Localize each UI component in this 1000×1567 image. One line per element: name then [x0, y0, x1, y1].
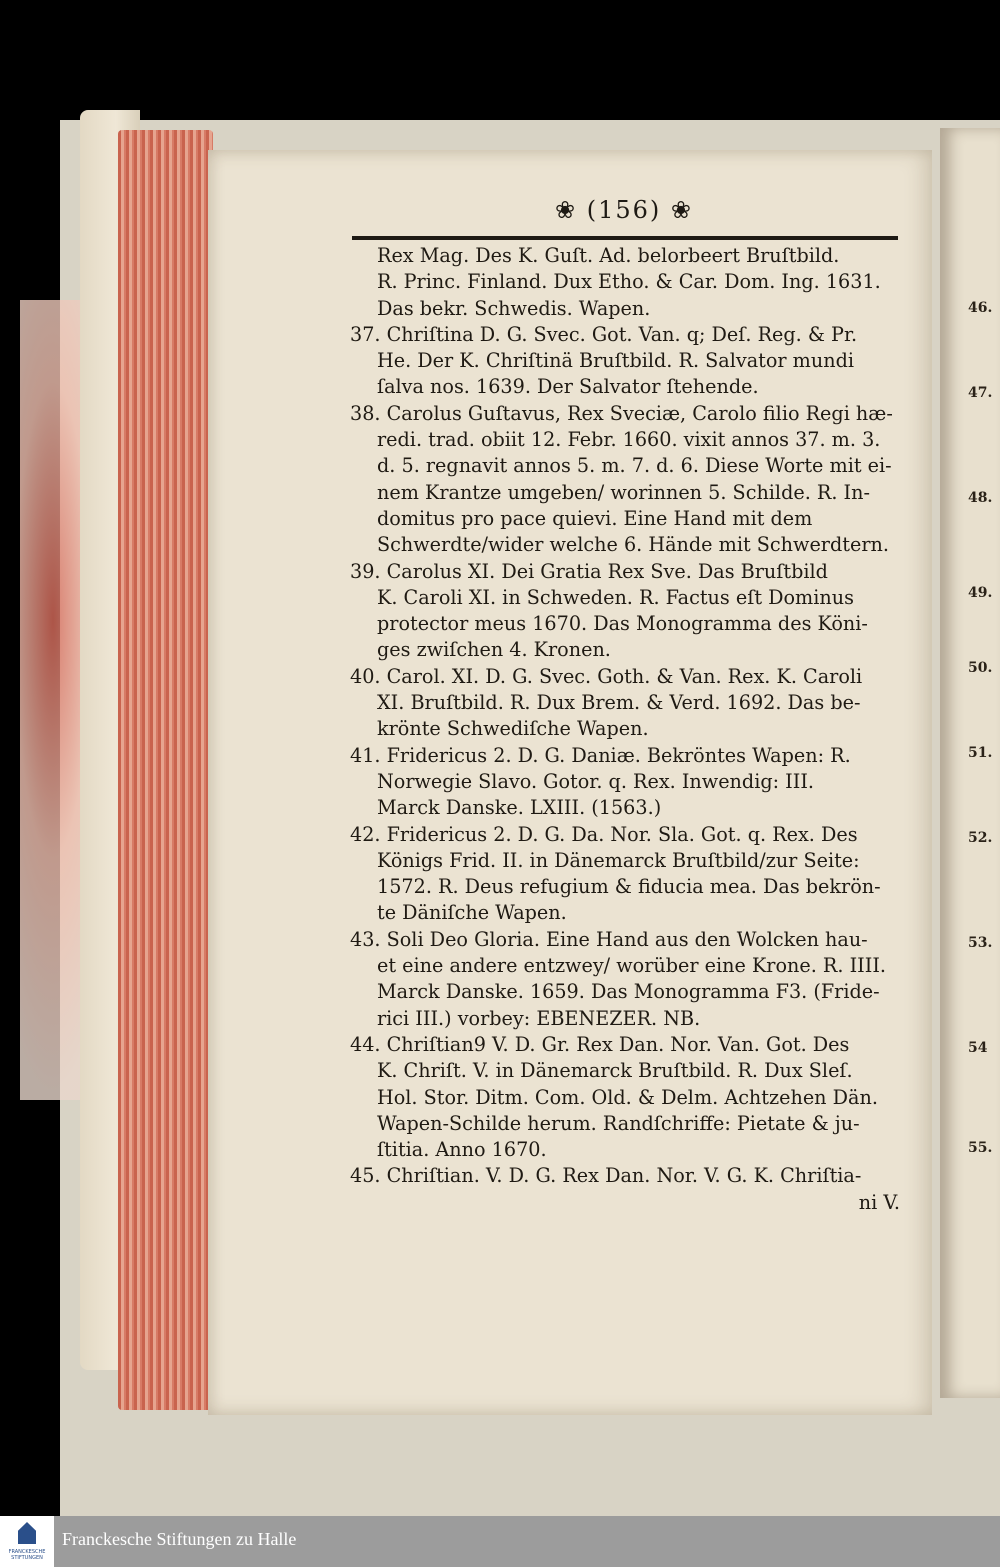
text-line: redi. trad. obiit 12. Febr. 1660. vixit annos 37. m. 3. [377, 428, 881, 452]
text-line: Rex Mag. Des K. Guſt. Ad. belorbeert Bruſtbild. [377, 244, 840, 267]
text-line: ſalva nos. 1639. Der Salvator ſtehende. [377, 375, 759, 399]
text-line: rici III.) vorbey: EBENEZER. NB. [377, 1006, 701, 1030]
header-rule [352, 236, 898, 240]
page-text-block [350, 243, 910, 1216]
facing-entry-number: 55. [968, 1140, 993, 1156]
text-line: nem Krantze umgeben/ worinnen 5. Schilde. R. In- [377, 480, 870, 504]
facing-entry-number: 53. [968, 935, 993, 951]
text-line: R. Princ. Finland. Dux Etho. & Car. Dom. Ing. 1631. [377, 270, 881, 294]
text-line: 42. Fridericus 2. D. G. Da. Nor. Sla. Got. q. Rex. Des [350, 822, 858, 846]
institution-logo[interactable] [0, 1516, 54, 1567]
facing-entry-number: 48. [968, 490, 993, 506]
facing-entry-number: 46. [968, 300, 993, 316]
text-line: Marck Danske. LXIII. (1563.) [377, 796, 662, 820]
text-line: 1572. R. Deus refugium & fiducia mea. Das bekrön- [377, 875, 881, 899]
text-line: 39. Carolus XI. Dei Gratia Rex Sve. Das Bruſtbild [350, 559, 828, 583]
text-line: domitus pro pace quievi. Eine Hand mit dem [377, 506, 813, 530]
text-line: K. Chriſt. V. in Dänemarck Bruſtbild. R. Dux Sleſ. [377, 1059, 853, 1083]
text-line: ges zwiſchen 4. Kronen. [377, 638, 611, 662]
page-edges [118, 130, 213, 1410]
text-line: 41. Fridericus 2. D. G. Daniæ. Bekröntes Wapen: R. [350, 743, 851, 767]
facing-entry-number: 47. [968, 385, 993, 401]
facing-entry-number: 52. [968, 830, 993, 846]
footer-bar [0, 1516, 1000, 1567]
text-line: d. 5. regnavit annos 5. m. 7. d. 6. Diese Worte mit ei- [377, 454, 892, 478]
text-line: te Däniſche Wapen. [377, 901, 567, 925]
facing-entry-number: 49. [968, 585, 993, 601]
text-line: Hol. Stor. Ditm. Com. Old. & Delm. Achtzehen Dän. [377, 1085, 878, 1109]
text-line: Norwegie Slavo. Gotor. q. Rex. Inwendig: III. [377, 769, 815, 793]
text-line: Schwerdte/wider welche 6. Hände mit Schwerdtern. [377, 533, 889, 557]
text-line: 40. Carol. XI. D. G. Svec. Goth. & Van. Rex. K. Caroli [350, 664, 863, 688]
text-line: 45. Chriſtian. V. D. G. Rex Dan. Nor. V. G. K. Chriſtia- [350, 1164, 862, 1188]
text-line: 37. Chriſtina D. G. Svec. Got. Van. q; Deſ. Reg. & Pr. [350, 322, 858, 346]
text-line: krönte Schwediſche Wapen. [377, 717, 649, 741]
text-line: et eine andere entzwey/ worüber eine Krone. R. IIII. [377, 954, 886, 978]
facing-entry-number: 54 [968, 1040, 988, 1056]
text-line: Wapen-Schilde herum. Randſchriffe: Pietate & ju- [377, 1111, 860, 1135]
footer-label: Franckesche Stiftungen zu Halle [62, 1529, 297, 1549]
text-line: Marck Danske. 1659. Das Monogramma F3. (Fride- [377, 980, 880, 1004]
page-header: ❀ (156) ❀ [555, 196, 694, 224]
text-line: ſtitia. Anno 1670. [377, 1138, 547, 1162]
facing-entry-number: 50. [968, 660, 993, 676]
facing-page [940, 128, 1000, 1398]
facing-entry-number: 51. [968, 745, 993, 761]
text-line: 38. Carolus Guſtavus, Rex Sveciæ, Carolo filio Regi hæ- [350, 401, 893, 425]
text-line: XI. Bruſtbild. R. Dux Brem. & Verd. 1692. Das be- [377, 691, 861, 715]
text-line: protector meus 1670. Das Monogramma des Köni- [377, 612, 868, 636]
logo-text: FRANCKESCHE STIFTUNGEN [8, 1549, 46, 1561]
text-line: K. Caroli XI. in Schweden. R. Factus eſt Dominus [377, 585, 854, 609]
text-line: ni V. [858, 1190, 900, 1214]
text-line: He. Der K. Chriſtinä Bruſtbild. R. Salvator mundi [377, 349, 855, 373]
logo-mark-icon [18, 1522, 36, 1544]
text-line: Königs Frid. II. in Dänemarck Bruſtbild/zur Seite: [377, 848, 860, 872]
text-line: 43. Soli Deo Gloria. Eine Hand aus den Wolcken hau- [350, 927, 868, 951]
text-line: Das bekr. Schwedis. Wapen. [377, 296, 651, 320]
text-line: 44. Chriſtian9 V. D. Gr. Rex Dan. Nor. Van. Got. Des [350, 1032, 850, 1056]
